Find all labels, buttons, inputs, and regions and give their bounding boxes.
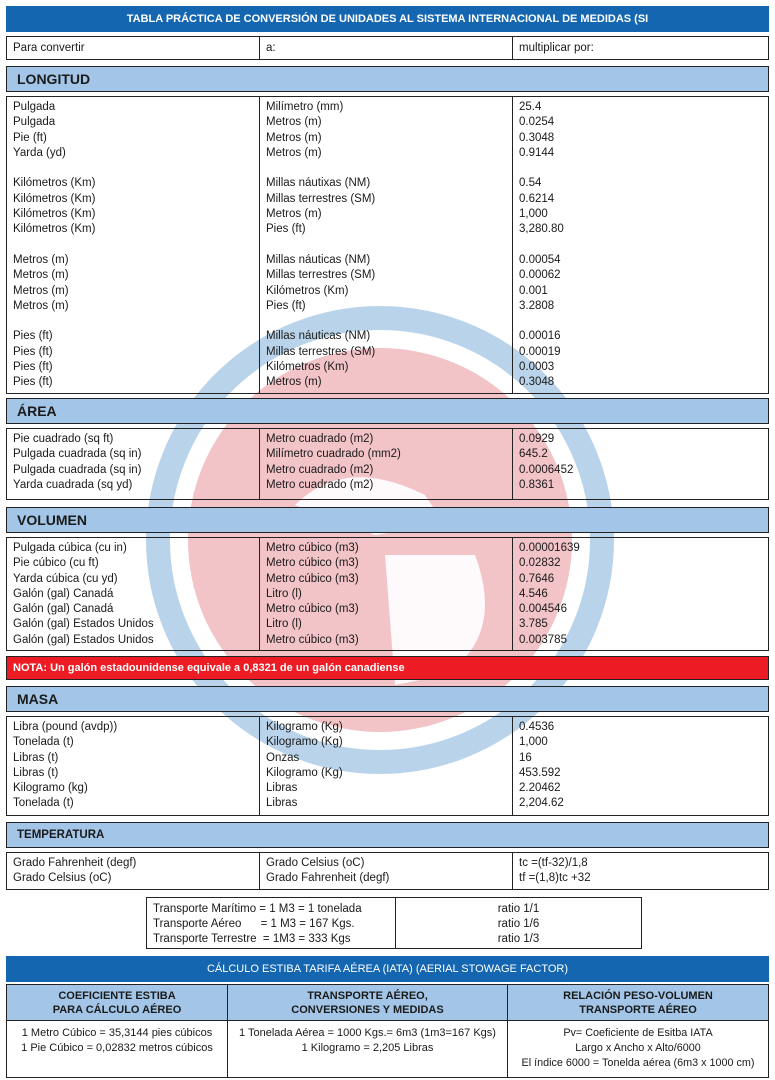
header-line: TRANSPORTE AÉREO,	[307, 989, 428, 1002]
header-to: a:	[260, 37, 513, 59]
cell-unit-to: Onzas	[266, 751, 300, 764]
cell-factor: 0.9144	[519, 146, 555, 159]
section-title-longitud: LONGITUD	[6, 66, 769, 92]
section-title-area: ÁREA	[6, 398, 769, 424]
body-line: 1 Tonelada Aérea = 1000 Kgs.= 6m3 (1m3=167 Kgs)	[239, 1027, 496, 1039]
cell-factor: 3,280.80	[519, 223, 564, 236]
cell-unit-from: Yarda (yd)	[13, 146, 66, 159]
cell-factor: 0.6214	[519, 192, 555, 205]
cell-unit-to: Millas terrestres (SM)	[266, 345, 376, 358]
cell-unit-to: Metros (m)	[266, 116, 322, 129]
transport-line: Transporte Aéreo = 1 M3 = 167 Kgs.	[153, 918, 355, 930]
cell-unit-to: Litro (l)	[266, 618, 302, 631]
note-banner: NOTA: Un galón estadounidense equivale a 0,8321 de un galón canadiense	[6, 656, 769, 680]
table-area	[6, 428, 769, 500]
cell-unit-from: Galón (gal) Estados Unidos	[13, 633, 154, 646]
stowage-col-header	[7, 985, 227, 1021]
cell-factor: 0.0929	[519, 433, 555, 445]
body-line: Pv= Coeficiente de Esitba IATA	[563, 1027, 713, 1039]
cell-factor: 1,000	[519, 736, 548, 749]
cell-unit-to: Millas náuticas (NM)	[266, 330, 371, 343]
ratio-value: ratio 1/1	[497, 903, 540, 915]
page-title: TABLA PRÁCTICA DE CONVERSIÓN DE UNIDADES AL SISTEMA INTERNACIONAL DE MEDIDAS (SI	[6, 6, 769, 32]
cell-unit-to: Grado Celsius (oC)	[266, 857, 365, 869]
cell-factor: 16	[519, 751, 532, 764]
cell-unit-from: Kilómetros (Km)	[13, 192, 96, 205]
cell-unit-to: Metro cúbico (m3)	[266, 557, 359, 570]
cell-unit-from: Pie cuadrado (sq ft)	[13, 433, 114, 445]
cell-unit-from: Pies (ft)	[13, 376, 53, 389]
cell-unit-to: Libras	[266, 782, 298, 795]
cell-factor: 0.0003	[519, 361, 555, 374]
cell-unit-to: Metro cúbico (m3)	[266, 572, 359, 585]
cell-unit-to: Kilogramo (Kg)	[266, 721, 343, 733]
body-line: 1 Metro Cúbico = 35,3144 pies cúbicos	[21, 1027, 213, 1039]
cell-factor: 645.2	[519, 448, 548, 461]
column-unit-to	[260, 538, 513, 650]
cell-unit-from: Kilómetros (Km)	[13, 177, 96, 190]
cell-unit-to: Metros (m)	[266, 131, 322, 144]
cell-factor: 0.00019	[519, 345, 561, 358]
cell-unit-from: Libra (pound (avdp))	[13, 721, 118, 733]
column-unit-from	[7, 717, 260, 815]
stowage-col-coefficient	[7, 985, 228, 1077]
cell-factor: 0.0254	[519, 116, 555, 129]
cell-unit-to: Millas náuticas (NM)	[266, 253, 371, 266]
stowage-col-header	[228, 985, 507, 1021]
cell-unit-from: Yarda cúbica (cu yd)	[13, 572, 118, 585]
transport-ratio-box	[146, 897, 642, 949]
group-spacer	[519, 314, 762, 329]
transport-equivalences	[147, 898, 396, 948]
cell-factor: 2.20462	[519, 782, 561, 795]
header-line: COEFICIENTE ESTIBA	[58, 989, 176, 1002]
cell-unit-from: Pie (ft)	[13, 131, 47, 144]
cell-unit-from: Metros (m)	[13, 299, 69, 312]
cell-factor: 0.7646	[519, 572, 555, 585]
group-spacer	[13, 161, 253, 176]
stowage-col-header	[508, 985, 768, 1021]
cell-factor: tf =(1,8)tc +32	[519, 872, 591, 885]
group-spacer	[519, 238, 762, 253]
cell-unit-from: Tonelada (t)	[13, 736, 74, 749]
cell-unit-from: Libras (t)	[13, 751, 59, 764]
cell-factor: 3.785	[519, 618, 548, 631]
header-line: CONVERSIONES Y MEDIDAS	[291, 1003, 444, 1016]
cell-unit-from: Metros (m)	[13, 284, 69, 297]
column-factor	[513, 853, 768, 889]
cell-unit-from: Kilogramo (kg)	[13, 782, 88, 795]
cell-unit-from: Kilómetros (Km)	[13, 208, 96, 221]
group-spacer	[13, 314, 253, 329]
cell-unit-from: Tonelada (t)	[13, 797, 74, 810]
cell-unit-from: Pies (ft)	[13, 361, 53, 374]
cell-factor: 0.3048	[519, 376, 555, 389]
cell-factor: 0.001	[519, 284, 548, 297]
cell-factor: 1,000	[519, 208, 548, 221]
cell-unit-from: Pie cúbico (cu ft)	[13, 557, 99, 570]
cell-factor: 0.8361	[519, 478, 555, 491]
header-from: Para convertir	[7, 37, 260, 59]
cell-factor: 0.004546	[519, 603, 567, 616]
cell-unit-to: Metro cuadrado (m2)	[266, 478, 374, 491]
column-header-row	[6, 36, 769, 60]
cell-unit-from: Pies (ft)	[13, 345, 53, 358]
cell-unit-to: Metro cuadrado (m2)	[266, 433, 374, 445]
cell-factor: 2,204.62	[519, 797, 564, 810]
body-line: El índice 6000 = Tonelda aérea (6m3 x 1000 cm)	[521, 1057, 755, 1069]
cell-unit-to: Metro cúbico (m3)	[266, 633, 359, 646]
cell-factor: 25.4	[519, 101, 542, 113]
cell-unit-to: Millas terrestres (SM)	[266, 192, 376, 205]
cell-unit-to: Pies (ft)	[266, 299, 306, 312]
cell-unit-from: Pulgada cuadrada (sq in)	[13, 448, 142, 461]
cell-unit-from: Galón (gal) Canadá	[13, 587, 114, 600]
column-factor	[513, 429, 768, 499]
cell-unit-from: Pulgada	[13, 101, 56, 113]
cell-unit-from: Metros (m)	[13, 269, 69, 282]
group-spacer	[266, 314, 506, 329]
table-masa	[6, 716, 769, 816]
cell-unit-from: Kilómetros (Km)	[13, 223, 96, 236]
cell-factor: 0.00016	[519, 330, 561, 343]
table-volumen	[6, 537, 769, 651]
cell-factor: 0.3048	[519, 131, 555, 144]
column-unit-from	[7, 853, 260, 889]
cell-unit-to: Kilogramo (Kg)	[266, 766, 343, 779]
ratio-value: ratio 1/6	[497, 918, 540, 930]
cell-unit-from: Pies (ft)	[13, 330, 53, 343]
header-line: TRANSPORTE AÉREO	[579, 1003, 697, 1016]
cell-unit-to: Metro cúbico (m3)	[266, 542, 359, 554]
table-longitud	[6, 96, 769, 394]
column-unit-from	[7, 538, 260, 650]
cell-unit-from: Metros (m)	[13, 253, 69, 266]
cell-unit-to: Kilómetros (Km)	[266, 284, 349, 297]
column-factor	[513, 538, 768, 650]
column-unit-from	[7, 97, 260, 393]
column-unit-from	[7, 429, 260, 499]
cell-unit-to: Kilogramo (Kg)	[266, 736, 343, 749]
body-line: 1 Pie Cúbico = 0,02832 metros cúbicos	[21, 1042, 213, 1054]
header-factor: multiplicar por:	[519, 42, 594, 54]
column-factor	[513, 97, 768, 393]
cell-factor: 0.003785	[519, 633, 567, 646]
cell-unit-from: Pulgada cuadrada (sq in)	[13, 463, 142, 476]
group-spacer	[13, 238, 253, 253]
cell-unit-from: Galón (gal) Estados Unidos	[13, 618, 154, 631]
body-line: 1 Kilogramo = 2,205 Libras	[301, 1042, 434, 1054]
cell-unit-to: Metro cúbico (m3)	[266, 603, 359, 616]
cell-unit-to: Milímetro (mm)	[266, 101, 344, 113]
cell-unit-to: Milímetro cuadrado (mm2)	[266, 448, 401, 461]
group-spacer	[519, 161, 762, 176]
cell-factor: 0.00054	[519, 253, 561, 266]
cell-unit-to: Millas náutixas (NM)	[266, 177, 371, 190]
transport-line: Transporte Terrestre = 1M3 = 333 Kgs	[153, 933, 351, 945]
cell-unit-to: Metros (m)	[266, 376, 322, 389]
cell-unit-from: Grado Celsius (oC)	[13, 872, 112, 885]
cell-factor: tc =(tf-32)/1,8	[519, 857, 588, 869]
cell-unit-to: Metros (m)	[266, 208, 322, 221]
header-line: PARA CÁLCULO AÉREO	[52, 1003, 182, 1016]
cell-unit-to: Millas terrestres (SM)	[266, 269, 376, 282]
cell-factor: 0.54	[519, 177, 542, 190]
column-unit-to	[260, 853, 513, 889]
cell-factor: 453.592	[519, 766, 561, 779]
stowage-title: CÁLCULO ESTIBA TARIFA AÉREA (IATA) (AERIAL STOWAGE FACTOR)	[6, 956, 769, 982]
cell-factor: 4.546	[519, 587, 548, 600]
table-temperatura	[6, 852, 769, 890]
body-line: Largo x Ancho x Alto/6000	[575, 1042, 701, 1054]
stowage-col-air-transport	[228, 985, 508, 1077]
column-unit-to	[260, 429, 513, 499]
cell-factor: 3.2808	[519, 299, 555, 312]
cell-factor: 0.0006452	[519, 463, 574, 476]
section-title-masa: MASA	[6, 686, 769, 712]
stowage-table	[6, 984, 769, 1078]
cell-unit-from: Pulgada	[13, 116, 56, 129]
stowage-col-body	[7, 1021, 227, 1061]
cell-unit-from: Pulgada cúbica (cu in)	[13, 542, 127, 554]
cell-unit-to: Metros (m)	[266, 146, 322, 159]
cell-unit-to: Metro cuadrado (m2)	[266, 463, 374, 476]
cell-unit-from: Grado Fahrenheit (degf)	[13, 857, 137, 869]
transport-line: Transporte Marítimo = 1 M3 = 1 tonelada	[153, 903, 362, 915]
section-title-volumen: VOLUMEN	[6, 507, 769, 533]
stowage-col-weight-volume	[508, 985, 768, 1077]
cell-unit-from: Libras (t)	[13, 766, 59, 779]
cell-factor: 0.00001639	[519, 542, 580, 554]
column-unit-to	[260, 97, 513, 393]
cell-unit-to: Libras	[266, 797, 298, 810]
stowage-col-body	[508, 1021, 768, 1076]
cell-unit-from: Yarda cuadrada (sq yd)	[13, 478, 133, 491]
section-title-temperatura: TEMPERATURA	[6, 822, 769, 848]
cell-unit-to: Litro (l)	[266, 587, 302, 600]
transport-ratios	[396, 898, 641, 948]
cell-unit-to: Kilómetros (Km)	[266, 361, 349, 374]
group-spacer	[266, 161, 506, 176]
stowage-col-body	[228, 1021, 507, 1061]
cell-factor: 0.00062	[519, 269, 561, 282]
ratio-value: ratio 1/3	[497, 933, 540, 945]
group-spacer	[266, 238, 506, 253]
cell-unit-to: Grado Fahrenheit (degf)	[266, 872, 390, 885]
cell-unit-from: Galón (gal) Canadá	[13, 603, 114, 616]
column-unit-to	[260, 717, 513, 815]
column-factor	[513, 717, 768, 815]
header-line: RELACIÓN PESO-VOLUMEN	[563, 989, 713, 1002]
cell-factor: 0.02832	[519, 557, 561, 570]
cell-factor: 0.4536	[519, 721, 555, 733]
cell-unit-to: Pies (ft)	[266, 223, 306, 236]
